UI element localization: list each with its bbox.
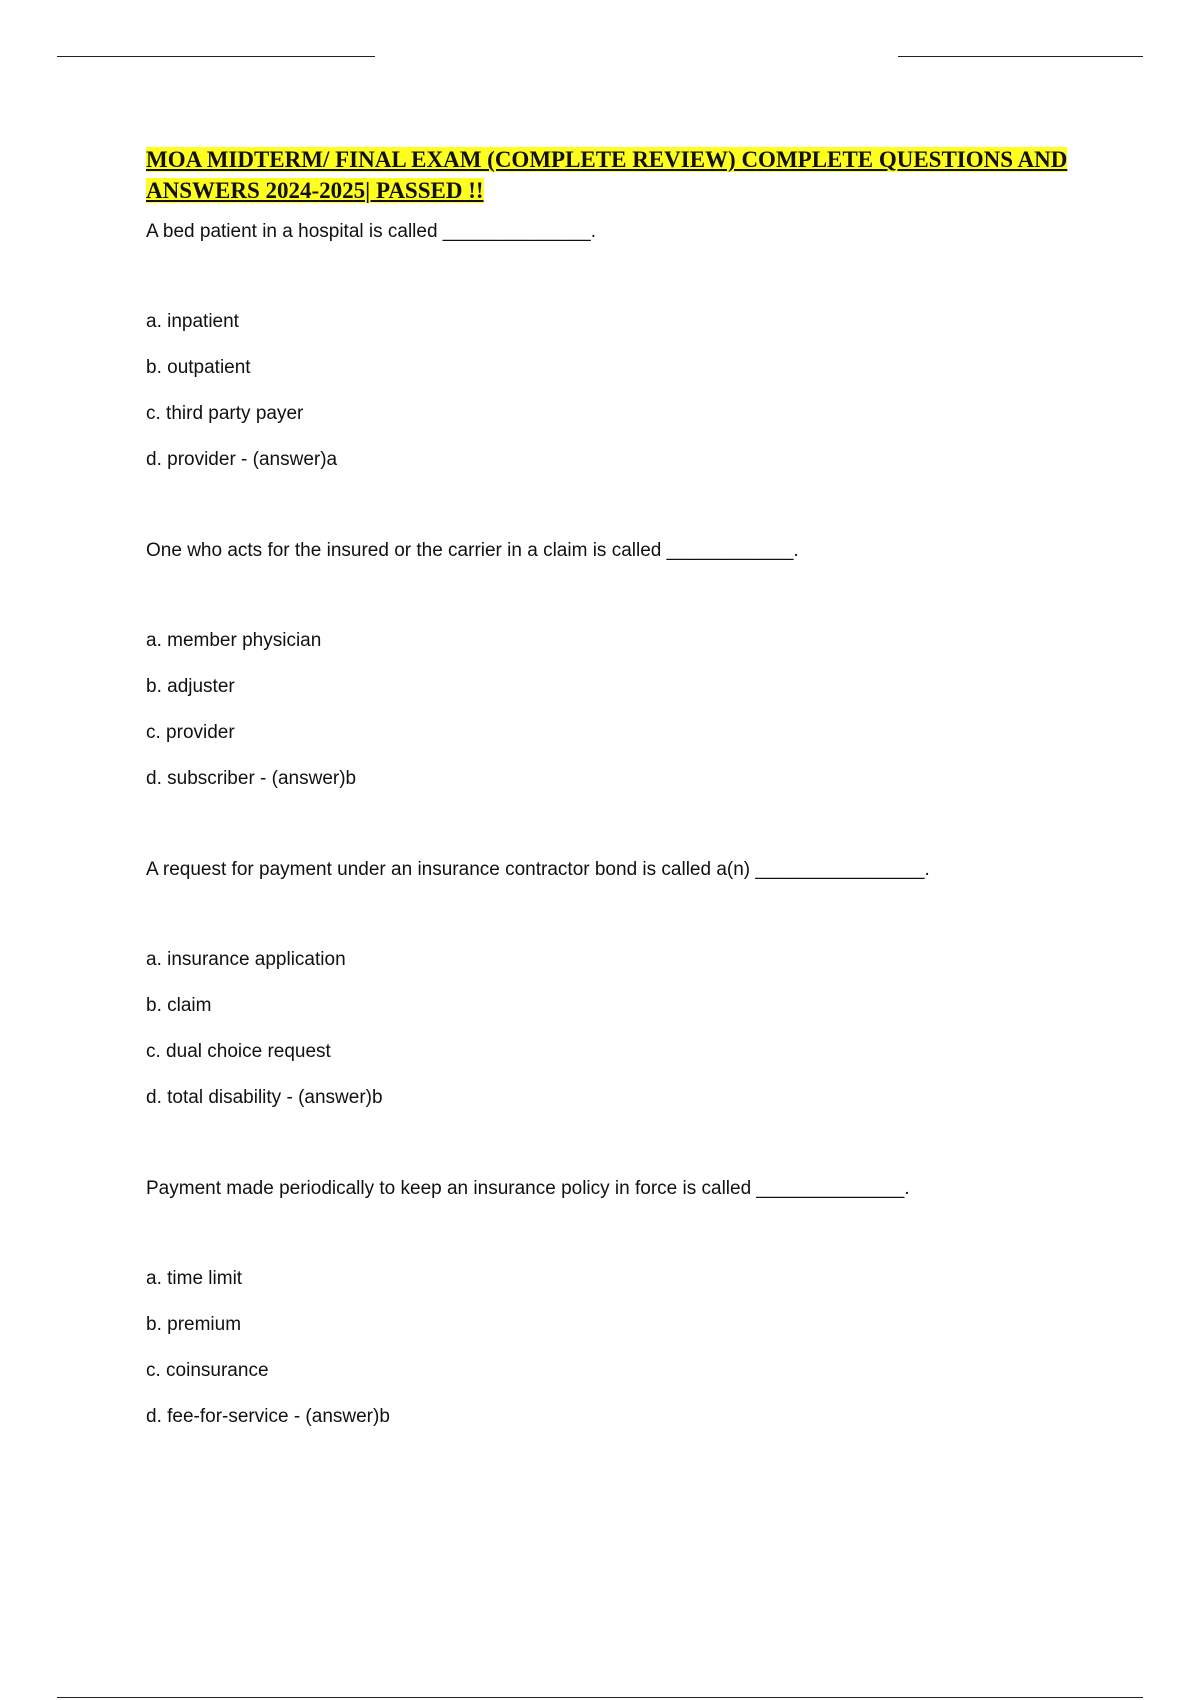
option-list (146, 310, 1076, 472)
option-item: c. coinsurance (146, 1360, 269, 1381)
option-item: c. provider (146, 722, 235, 743)
document-content (146, 144, 1076, 1429)
option-item: d. subscriber - (answer)b (146, 768, 357, 789)
question-block-2 (146, 539, 1076, 791)
document-title (146, 144, 1076, 206)
option-item: a. inpatient (146, 311, 239, 332)
spacer (146, 1110, 1076, 1177)
document-title-text: MOA MIDTERM/ FINAL EXAM (COMPLETE REVIEW) COMPLETE QUESTIONS AND ANSWERS 2024-2025| PASSED !! (146, 147, 1068, 203)
spacer (146, 472, 1076, 539)
footer-rule (57, 1697, 1143, 1698)
option-item: c. dual choice request (146, 1041, 331, 1062)
option-item: b. claim (146, 995, 212, 1016)
question-block-1 (146, 220, 1076, 472)
option-item: a. time limit (146, 1268, 243, 1289)
option-item: b. premium (146, 1314, 242, 1335)
option-item: a. insurance application (146, 949, 346, 970)
option-list (146, 629, 1076, 791)
option-item: d. provider - (answer)a (146, 449, 338, 470)
option-item: a. member physician (146, 630, 322, 651)
spacer (146, 791, 1076, 858)
question-text: Payment made periodically to keep an insurance policy in force is called ______________. (146, 1178, 910, 1199)
option-item: b. adjuster (146, 676, 235, 697)
question-text: A request for payment under an insurance contractor bond is called a(n) ________________. (146, 859, 930, 880)
question-text: A bed patient in a hospital is called ______________. (146, 221, 597, 242)
option-item: c. third party payer (146, 403, 304, 424)
header-rule-left (57, 56, 375, 57)
question-block-4 (146, 1177, 1076, 1429)
option-item: d. fee-for-service - (answer)b (146, 1406, 390, 1427)
question-block-3 (146, 858, 1076, 1110)
option-item: b. outpatient (146, 357, 251, 378)
option-list (146, 1267, 1076, 1429)
header-rule-right (898, 56, 1143, 57)
option-list (146, 948, 1076, 1110)
question-text: One who acts for the insured or the carrier in a claim is called ____________. (146, 540, 799, 561)
option-item: d. total disability - (answer)b (146, 1087, 383, 1108)
